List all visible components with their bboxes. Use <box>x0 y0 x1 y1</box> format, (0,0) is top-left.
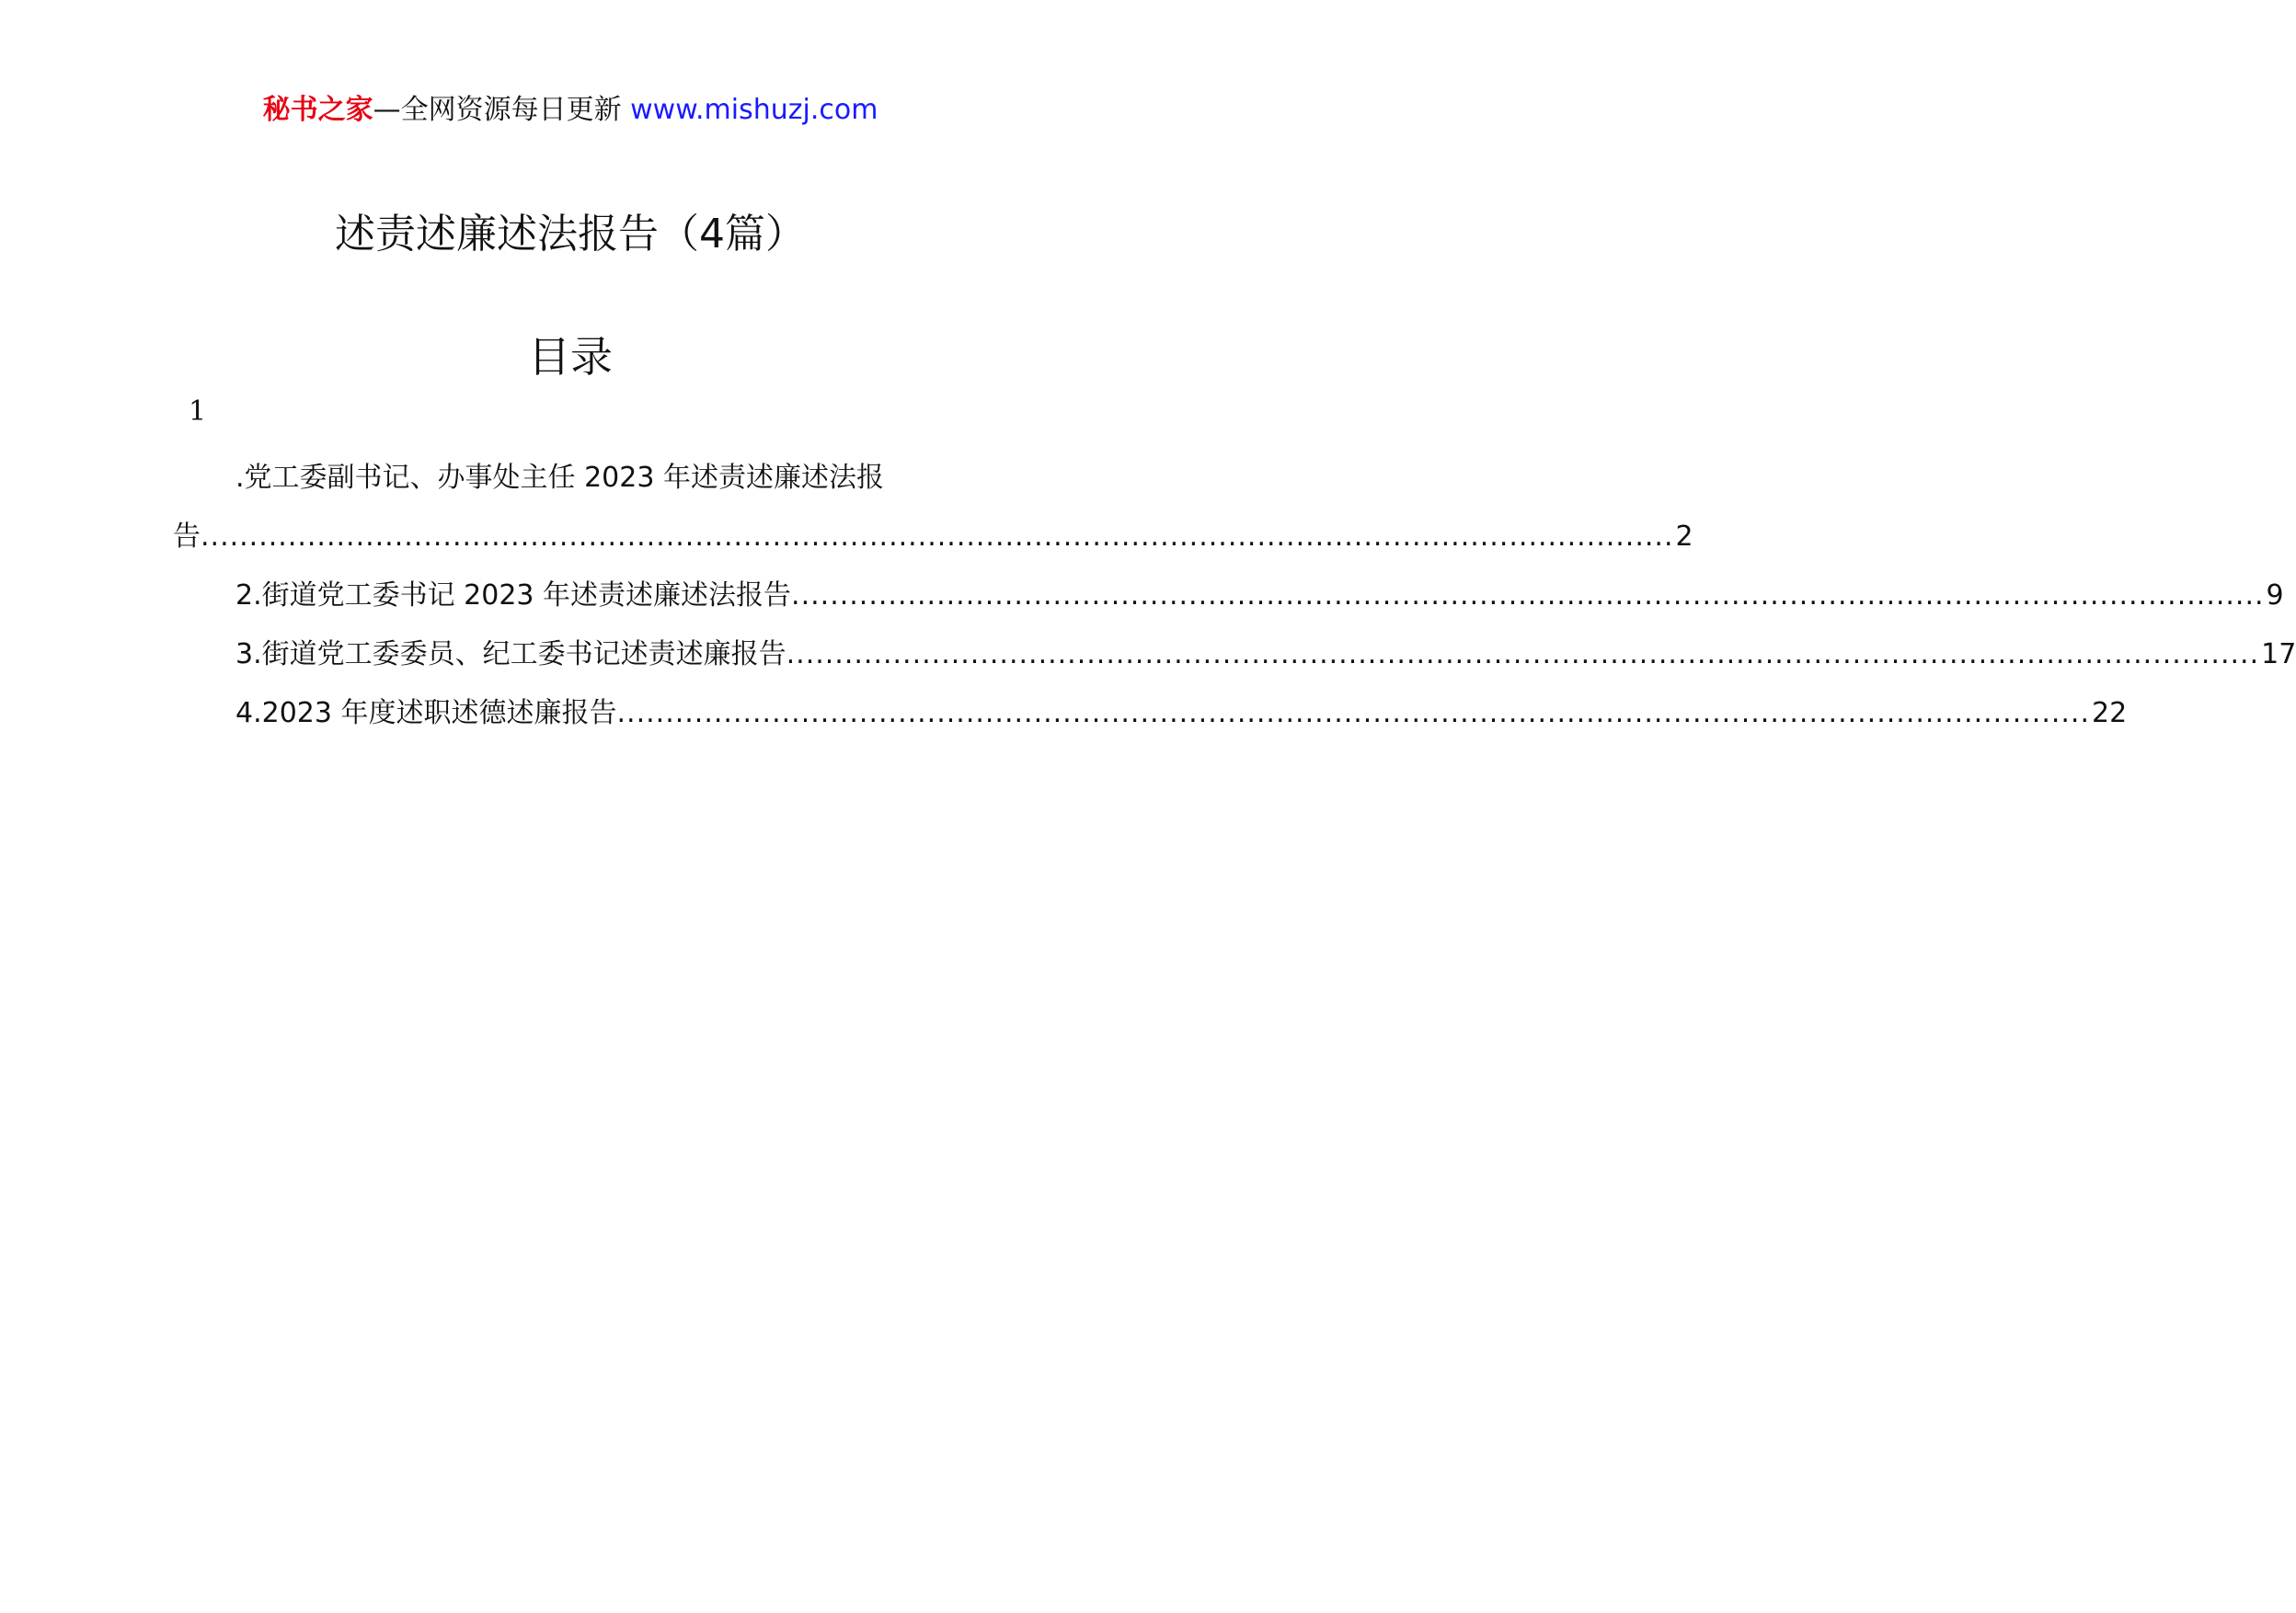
toc-entry-1[interactable] <box>173 449 1693 566</box>
toc-entry-label-continued: 告 <box>173 521 201 553</box>
brand-name: 秘书之家 <box>262 94 373 126</box>
toc-entry-label: 2.街道党工委书记 2023 年述责述廉述法报告 <box>235 579 792 612</box>
toc-page-number: 17 <box>2261 638 2296 670</box>
header-tagline: —全网资源每日更新 <box>373 94 622 126</box>
site-url-link[interactable]: www.mishuzj.com <box>630 94 878 126</box>
toc-entry-1-line1 <box>173 449 964 508</box>
toc-entry-1-line2 <box>173 508 1693 566</box>
toc-heading: 目录 <box>528 332 613 382</box>
toc-page-number: 22 <box>2092 697 2128 729</box>
document-title: 述责述廉述法报告（4篇） <box>335 211 806 257</box>
toc-page-number: 9 <box>2266 579 2284 612</box>
toc-entry-3[interactable] <box>173 625 2296 684</box>
site-header <box>0 92 1141 129</box>
dot-leader: ........................................................................................................................................................ <box>791 579 2265 612</box>
dot-leader: ........................................................................................................................................................ <box>616 697 2091 729</box>
toc-entry-label: 3.街道党工委委员、纪工委书记述责述廉报告 <box>235 638 786 670</box>
toc-entry-2[interactable] <box>173 566 2284 625</box>
dot-leader: ........................................................................................................................................................ <box>201 521 1674 553</box>
table-of-contents <box>173 449 2296 743</box>
toc-entry-4[interactable] <box>173 684 2128 743</box>
dot-leader: ........................................................................................................................................................ <box>786 638 2260 670</box>
toc-entry-label: .党工委副书记、办事处主任 2023 年述责述廉述法报 <box>235 462 884 494</box>
toc-page-number: 2 <box>1675 521 1693 553</box>
stray-number: 1 <box>189 395 207 428</box>
toc-entry-label: 4.2023 年度述职述德述廉报告 <box>235 697 617 729</box>
